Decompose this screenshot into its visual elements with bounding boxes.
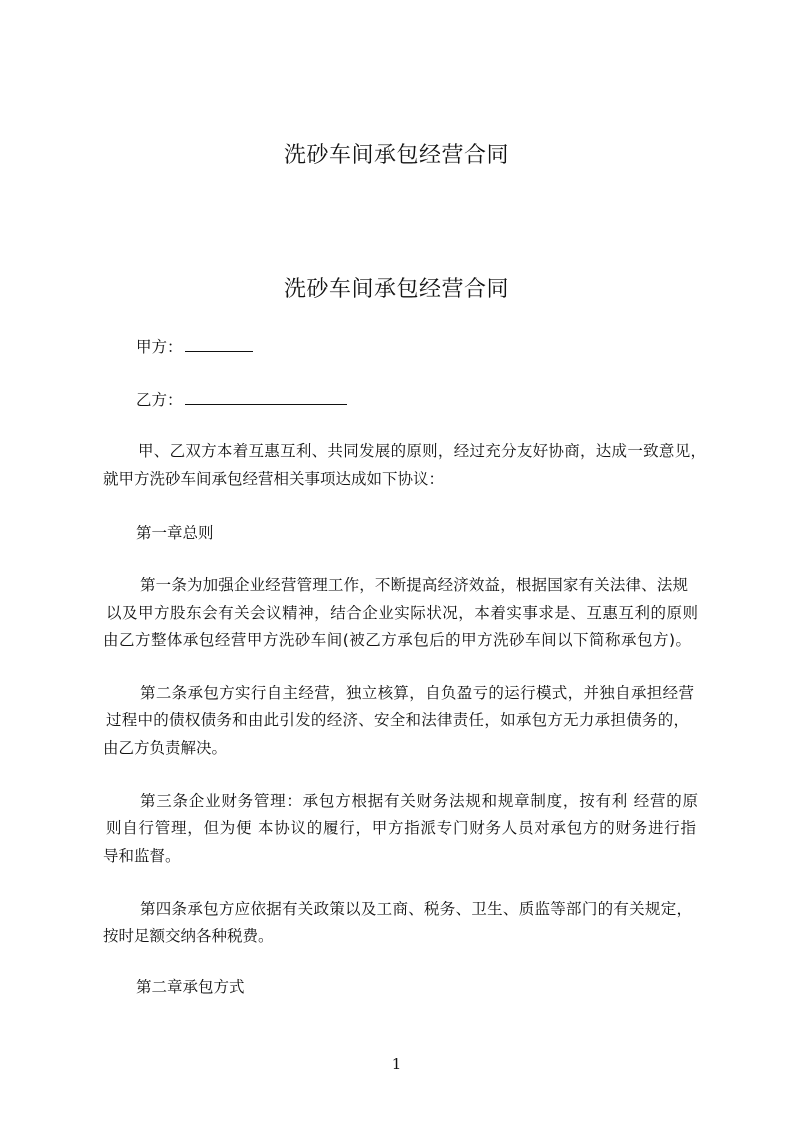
article-3-line-1: 第三条企业财务管理：承包方根据有关财务法规和规章制度，按有利 经营的原 [140, 792, 698, 810]
intro-line-1: 甲、乙双方本着互惠互利、共同发展的原则，经过充分友好协商，达成一致意见， [138, 442, 706, 460]
article-4-line-1: 第四条承包方应依据有关政策以及工商、税务、卫生、质监等部门的有关规定， [140, 900, 692, 918]
party-b-blank [185, 390, 347, 405]
document-title: 洗砂车间承包经营合同 [283, 277, 509, 302]
article-4-line-2: 按时足额交纳各种税费。 [103, 927, 274, 945]
page-number: 1 [391, 1055, 402, 1073]
article-1-line-1: 第一条为加强企业经营管理工作，不断提高经济效益，根据国家有关法律、法规 [140, 576, 688, 594]
article-2-line-1: 第二条承包方实行自主经营，独立核算，自负盈亏的运行模式，并独自承担经营 [140, 684, 694, 702]
party-a-label: 甲方： [136, 338, 183, 356]
article-2-line-3: 由乙方负责解决。 [103, 739, 228, 757]
party-b-line [136, 389, 347, 411]
chapter-1-heading: 第一章总则 [136, 524, 214, 542]
party-a-line [136, 336, 253, 358]
intro-line-2: 就甲方洗砂车间承包经营相关事项达成如下协议： [103, 470, 445, 488]
article-2-line-2: 过程中的债权债务和由此引发的经济、安全和法律责任，如承包方无力承担债务的， [106, 711, 689, 729]
party-b-label: 乙方： [136, 391, 183, 409]
header-title: 洗砂车间承包经营合同 [283, 143, 509, 168]
article-3-line-3: 导和监督。 [103, 847, 181, 865]
article-1-line-3: 由乙方整体承包经营甲方洗砂车间(被乙方承包后的甲方洗砂车间以下简称承包方)。 [103, 631, 691, 649]
article-3-line-2: 则自行管理，但为便 本协议的履行，甲方指派专门财务人员对承包方的财务进行指 [106, 819, 696, 837]
article-1-line-2: 以及甲方股东会有关会议精神，结合企业实际状况，本着实事求是、互惠互利的原则 [106, 604, 698, 622]
party-a-blank [185, 337, 253, 352]
chapter-2-heading: 第二章承包方式 [136, 978, 245, 996]
